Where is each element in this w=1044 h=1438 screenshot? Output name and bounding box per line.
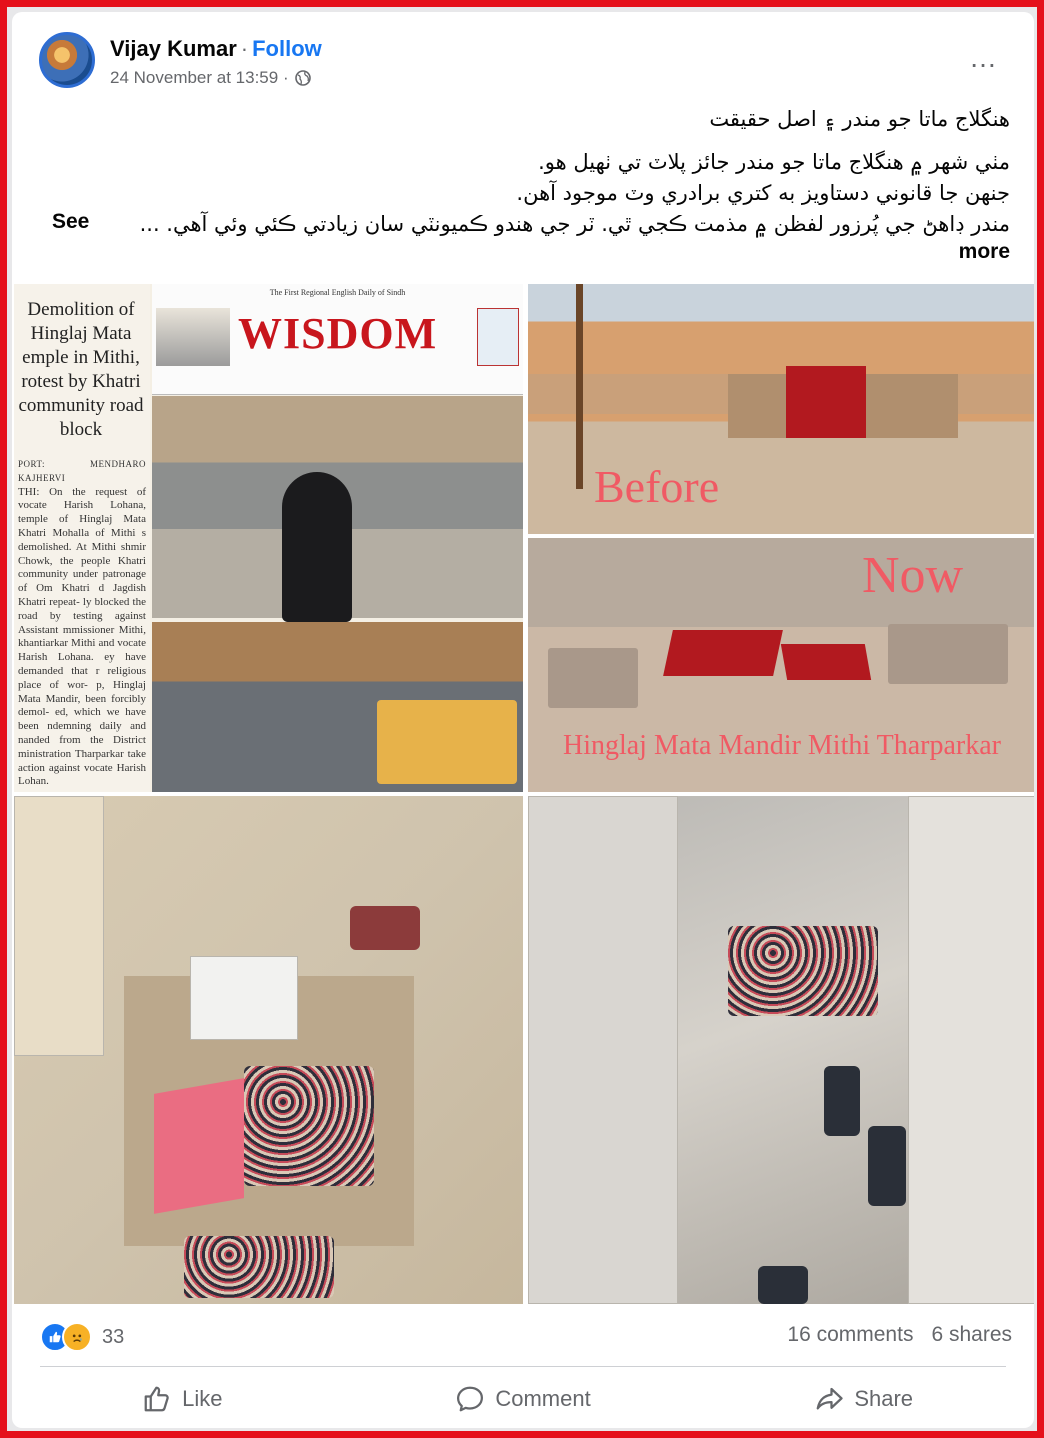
post-line-2: جنهن جا قانوني دستاويز به کتري برادري وٽ موجود آهن. — [516, 181, 1010, 205]
building-right-block — [908, 796, 1034, 1304]
post-card — [12, 12, 1034, 1428]
divider — [40, 1366, 1006, 1367]
share-label: Share — [854, 1386, 914, 1411]
building-left-block — [528, 796, 678, 1304]
newspaper-ad-right — [477, 308, 519, 366]
share-icon — [814, 1384, 844, 1414]
temple-gate — [786, 366, 866, 438]
crowd-inside — [244, 1066, 374, 1186]
photo-before[interactable] — [528, 284, 1034, 534]
newspaper-column — [14, 284, 150, 792]
temple-wall-left — [728, 374, 786, 438]
like-button[interactable] — [12, 1377, 353, 1421]
fallen-gate-left — [663, 630, 783, 676]
comment-icon — [455, 1384, 485, 1414]
author-name[interactable]: Vijay Kumar — [110, 36, 237, 61]
see-more-link-more[interactable]: more — [958, 240, 1010, 263]
post-text — [52, 104, 1010, 240]
comment-label: Comment — [495, 1386, 591, 1411]
reaction-summary[interactable] — [40, 1322, 124, 1352]
rubble-pile-right — [888, 624, 1008, 684]
newspaper-masthead — [152, 284, 523, 395]
post-stats — [787, 1323, 1012, 1347]
shares-count[interactable]: 6 shares — [931, 1323, 1012, 1346]
post-timestamp[interactable]: 24 November at 13:59 · — [110, 68, 289, 87]
newspaper-tagline: The First Regional English Daily of Sindh — [269, 288, 406, 297]
tractor — [350, 906, 420, 950]
newspaper-byline: PORT: MENDHARO KAJHERVI — [18, 459, 146, 483]
separator-dot: · — [240, 36, 249, 61]
police-vehicle-1 — [824, 1066, 860, 1136]
now-label: Now — [862, 547, 964, 604]
post-line-3: مندر ڊاهڻ جي پُرزور لفظن ۾ مذمت ڪجي ٿي. ٽر جي هندو ڪميونٽي سان زيادتي ڪئي وئي آهي. ... — [139, 212, 1010, 236]
police-vehicle-2 — [868, 1126, 906, 1206]
share-button[interactable] — [693, 1377, 1034, 1421]
newspaper-article — [18, 458, 146, 789]
comment-button[interactable] — [353, 1377, 694, 1421]
photo-grid — [14, 284, 1034, 1304]
crowd-outside — [184, 1236, 334, 1298]
photo-aerial-compound[interactable] — [14, 796, 523, 1304]
newspaper-ad-left — [156, 308, 230, 366]
photo-aerial-street[interactable] — [528, 796, 1034, 1304]
comments-count[interactable]: 16 comments — [787, 1323, 914, 1346]
rubble-pile — [548, 648, 638, 708]
see-more-link[interactable]: See — [52, 210, 90, 233]
like-label: Like — [182, 1386, 223, 1411]
photo-now[interactable] — [528, 538, 1034, 792]
newspaper-headline: Demolition of Hinglaj Mata emple in Mithi, rotest by Khatri community road block — [18, 299, 144, 440]
sad-reaction-icon — [62, 1322, 92, 1352]
avatar[interactable] — [39, 32, 95, 88]
building-left — [14, 796, 104, 1056]
follow-button[interactable]: Follow — [252, 36, 322, 61]
action-bar — [12, 1377, 1034, 1421]
post-meta — [110, 68, 311, 88]
post-title: هنگلاج ماتا جو مندر ۽ اصل حقيقت — [709, 107, 1010, 131]
place-label: Hinglaj Mata Mandir Mithi Tharparkar — [562, 730, 1002, 761]
temple-wall-right — [866, 374, 958, 438]
utility-pole — [576, 284, 583, 489]
thumbs-up-icon — [142, 1384, 172, 1414]
newspaper-photo-protest — [152, 622, 523, 792]
pink-carpet — [154, 1078, 244, 1214]
person-silhouette — [282, 472, 352, 622]
post-header — [110, 36, 322, 62]
before-label: Before — [594, 461, 720, 512]
fallen-gate-right — [781, 644, 871, 680]
more-options-icon[interactable]: … — [969, 42, 998, 73]
photo-newspaper-clipping[interactable] — [14, 284, 523, 792]
protest-banner — [377, 700, 517, 784]
newspaper-brand: WISDOM — [238, 309, 438, 358]
newspaper-photo-road-block — [152, 396, 523, 618]
shelter-roof — [190, 956, 298, 1040]
parked-car — [758, 1266, 808, 1304]
post-line-1: مٺي شهر ۾ هنگلاج ماتا جو مندر جائز پلاٽ تي ٺهيل هو. — [538, 150, 1010, 174]
reaction-count: 33 — [102, 1325, 125, 1348]
globe-icon — [295, 70, 311, 86]
street-crowd — [728, 926, 878, 1016]
newspaper-body-text: THI: On the request of vocate Harish Lohana, temple of Hinglaj Mata Khatri Mohalla of Mithi s demolished. At Mithi shmir Chowk, the people Khatri community under patronage of Om Khatri d Jagdish Khatri repeat- ly blocked the road by testing against Assistant mmissioner Mithi, khantiarkar Mithi and vocate Harish Lohana. ey have demanded that r religious place of wor- p, Hinglaj Mata Mandir, been forcibly demol- ed, which we have been ndemning daily and nanded from the District ministration Tharparkar take action against vocate Harish Lohan. — [18, 485, 146, 788]
